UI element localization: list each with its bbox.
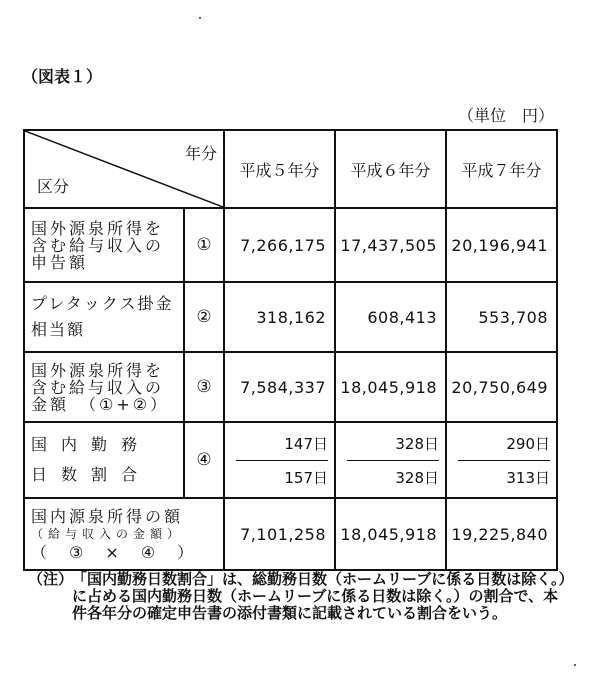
row-label-line: 国内勤務 — [31, 435, 152, 454]
table-row — [24, 422, 557, 498]
cell-value: 18,045,918 — [335, 352, 446, 422]
fraction-denominator: 328日 — [395, 468, 439, 487]
scan-speck — [199, 17, 201, 19]
row-mark: ④ — [184, 422, 224, 498]
year-header: 平成７年分 — [446, 130, 557, 208]
cell-value: 318,162 — [224, 282, 335, 352]
cell-value: 608,413 — [335, 282, 446, 352]
fraction-cell — [446, 422, 557, 498]
income-table — [23, 129, 558, 571]
cell-value: 18,045,918 — [335, 498, 446, 570]
row-label — [24, 498, 224, 570]
row-label: 国外源泉所得を含む給与収入の申告額 — [24, 208, 184, 282]
scan-speck — [574, 664, 576, 666]
row-mark: ③ — [184, 352, 224, 422]
footnote-marker: （注） — [28, 570, 74, 588]
fraction-numerator: 328日 — [395, 434, 439, 453]
corner-year-label: 年分 — [184, 144, 217, 163]
fraction-numerator: 147日 — [284, 434, 328, 453]
row-mark: ② — [184, 282, 224, 352]
cell-value: 7,584,337 — [224, 352, 335, 422]
table-row — [24, 282, 557, 352]
fraction-cell — [224, 422, 335, 498]
row-label-line: プレタックス掛金 — [31, 294, 174, 313]
year-header: 平成６年分 — [335, 130, 446, 208]
cell-value: 553,708 — [446, 282, 557, 352]
cell-value: 19,225,840 — [446, 498, 557, 570]
fraction-denominator: 157日 — [284, 468, 328, 487]
cell-value: 7,101,258 — [224, 498, 335, 570]
corner-category-label: 区分 — [37, 177, 70, 196]
figure-caption: （図表１） — [22, 67, 103, 86]
row-label-line: （ ③ × ④ ） — [31, 542, 197, 562]
row-label-line: 日数割合 — [31, 465, 152, 484]
cell-value: 20,750,649 — [446, 352, 557, 422]
cell-value: 7,266,175 — [224, 208, 335, 282]
row-label — [24, 422, 184, 498]
table-row — [24, 352, 557, 422]
header-row — [24, 130, 557, 208]
row-label-line: 相当額 — [31, 320, 86, 339]
fraction-numerator: 290日 — [506, 434, 550, 453]
cell-value: 20,196,941 — [446, 208, 557, 282]
fraction-cell — [335, 422, 446, 498]
row-mark: ① — [184, 208, 224, 282]
year-header: 平成５年分 — [224, 130, 335, 208]
table-row — [24, 498, 557, 570]
table-row — [24, 208, 557, 282]
footnote-text: 「国内勤務日数割合」は、総勤務日数（ホームリーブに係る日数は除く。）に占める国内勤務日数（ホームリーブに係る日数は除く。）の割合で、本件各年分の確定申告書の添付書類に記載されている割合をいう。 — [72, 570, 566, 622]
unit-label: （単位 円） — [457, 106, 554, 125]
fraction-denominator: 313日 — [506, 468, 550, 487]
row-label-line: （給与収入の金額） — [31, 526, 185, 541]
row-label: 国外源泉所得を含む給与収入の金額 （①+②） — [24, 352, 184, 422]
row-label-line: 国内源泉所得の額 — [31, 506, 184, 526]
footnote — [28, 571, 568, 622]
cell-value: 17,437,505 — [335, 208, 446, 282]
row-label — [24, 282, 184, 352]
header-corner-cell — [24, 130, 224, 208]
